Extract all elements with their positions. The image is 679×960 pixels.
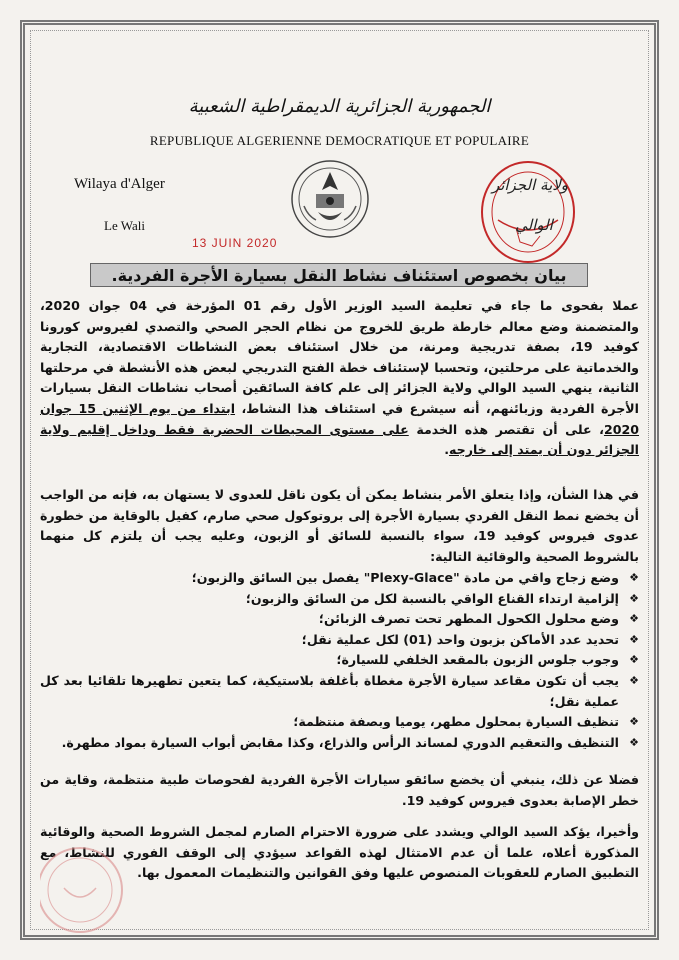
wilaya-label: Wilaya d'Alger	[74, 176, 165, 192]
star-bullet-icon: ❖	[629, 632, 639, 646]
star-bullet-icon: ❖	[629, 715, 639, 729]
paragraph-1-scope-underlined: على مستوى المحيطات الحضرية فقط وداخل إقليم ولاية الجزائر دون أن يمتد إلى خارجه	[40, 421, 639, 458]
list-item: ❖ يجب أن تكون مقاعد سيارة الأجرة مغطاة بأغلفة بلاستيكية، كما يتعين تطهيرها تلقائيا بعد كل عملية نقل؛	[40, 672, 639, 709]
stamp-line-2: الوالي	[515, 216, 553, 234]
wali-label: Le Wali	[104, 218, 145, 233]
star-bullet-icon: ❖	[629, 653, 639, 667]
list-item: ❖ وجوب جلوس الزبون بالمقعد الخلفي للسيارة؛	[40, 650, 639, 671]
star-bullet-icon: ❖	[629, 673, 639, 687]
list-item: ❖ التنظيف والتعقيم الدوري لمساند الرأس والذراع، وكذا مقابض أبواب السيارة بمواد مطهرة.	[40, 733, 639, 754]
official-stamp-faded-icon	[40, 830, 145, 940]
official-stamp-icon	[458, 150, 600, 270]
paragraph-2: في هذا الشأن، وإذا يتعلق الأمر بنشاط يمكن أن يكون ناقل للعدوى لا يستهان به، فإنه من الواجب أن يخضع نمط النقل الفردي بسيارة الأجرة إلى بروتوكول صحي صارم، كفيل بالوقاية من خطورة عدوى فيروس كوفيد 19، سواء بالنسبة للسائق أو الزبون، وعليه يجب أن يلتزم كل منهما بالشروط الصحية والوقائية التالية:	[40, 487, 639, 564]
paragraph-1-part-e: .	[444, 442, 449, 458]
paragraph-1-part-a: عملا بفحوى ما جاء في تعليمة السيد الوزير الأول رقم 01 المؤرخة في 04 جوان 2020، والمتضمنة وضع معالم خارطة طريق للخروج من نظام الحجر الصحي والتصدي لفيروس كورونا كوفيد 19، بصفة تدريجية ومرنة، من خلال استئناف بعض النشاطات الاقتصادية، التجارية والخدماتية على مرحلتين، وتحسبا لإستئناف خطة الفتح التدريجي لبعض هذه الأنشطة في مرحلتها الثانية، ينهي السيد الوالي ولاية الجزائر إلى علم كافة السائقين أصحاب نشاطات النقل بسيارات الأجرة الفردية وزبائنهم، أنه سيشرع في استئناف هذا النشاط،	[40, 298, 639, 416]
conditions-list	[40, 568, 639, 753]
paragraph-4: وأخيرا، يؤكد السيد الوالي ويشدد على ضرورة الاحترام الصارم لمجمل الشروط الصحية والوقائية المذكورة أعلاه، علما أن عدم الامتثال لهذه القواعد سيؤدي إلى الوقف الفوري للنشاط، مع التطبيق الصارم للعقوبات المنصوص عليها وفق القوانين والتنظيمات المعمول بها.	[40, 824, 639, 881]
list-item: ❖ تحديد عدد الأماكن بزبون واحد (01) لكل عملية نقل؛	[40, 630, 639, 651]
star-bullet-icon: ❖	[629, 735, 639, 749]
date-stamp: 13 JUIN 2020	[192, 236, 278, 250]
algeria-emblem-icon	[282, 158, 378, 240]
header-french-title: REPUBLIQUE ALGERIENNE DEMOCRATIQUE ET POPULAIRE	[149, 133, 530, 148]
star-bullet-icon: ❖	[629, 591, 639, 605]
header-arabic-title: الجمهورية الجزائرية الديمقراطية الشعبية	[188, 96, 491, 117]
star-bullet-icon: ❖	[629, 571, 639, 584]
paragraph-1-date-underlined: ابتداء من يوم الإثنين 15 جوان 2020	[40, 400, 639, 437]
list-item: ❖ وضع زجاج واقي من مادة "Plexy-Glace" يفصل بين السائق والزبون؛	[40, 568, 639, 589]
list-item: ❖ تنظيف السيارة بمحلول مطهر، يوميا وبصفة منتظمة؛	[40, 712, 639, 733]
list-item: ❖ إلزامية ارتداء القناع الواقي بالنسبة لكل من السائق والزبون؛	[40, 589, 639, 610]
document-title: بيان بخصوص استئناف نشاط النقل بسيارة الأجرة الفردية.	[111, 266, 567, 285]
stamp-line-1: ولاية الجزائر	[491, 176, 569, 194]
paragraph-1	[40, 296, 639, 461]
paragraph-1-part-c: ، على أن تقتصر هذه الخدمة	[408, 421, 604, 437]
star-bullet-icon: ❖	[629, 612, 639, 626]
list-item: ❖ وضع محلول الكحول المطهر تحت تصرف الزبائن؛	[40, 609, 639, 630]
paragraph-3: فضلا عن ذلك، ينبغي أن يخضع سائقو سيارات الأجرة الفردية لفحوصات طبية منتظمة، وقاية من خطر الإصابة بعدوى فيروس كوفيد 19.	[40, 772, 639, 808]
